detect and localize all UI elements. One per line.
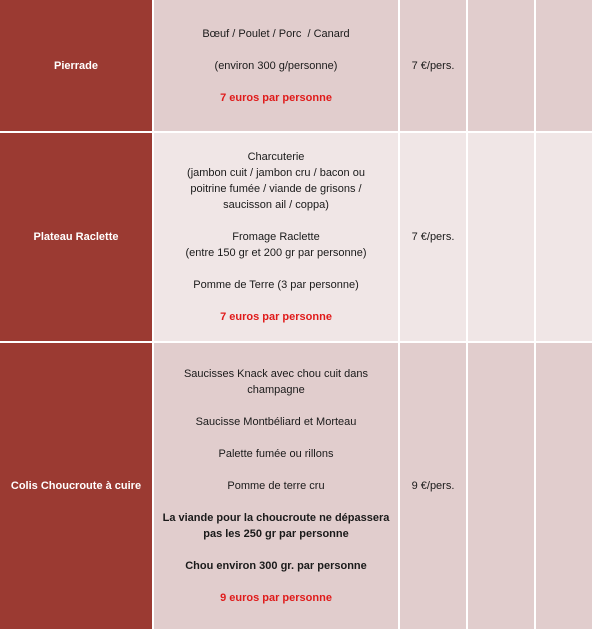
description-line: Charcuterie — [247, 151, 305, 163]
product-name: Colis Choucroute à cuire — [0, 343, 152, 629]
description-line: Saucisse Montbéliard et Morteau — [195, 416, 357, 428]
table-row — [0, 133, 592, 341]
price-note: 9 euros par personne — [220, 592, 332, 604]
empty-cell — [536, 0, 592, 131]
price-per-person: 9 €/pers. — [400, 343, 466, 629]
price-per-person: 7 €/pers. — [400, 133, 466, 341]
empty-cell — [468, 133, 534, 341]
price-note: 7 euros par personne — [220, 91, 332, 104]
empty-cell — [468, 343, 534, 629]
description-line: Chou environ 300 gr. par personne — [185, 560, 367, 572]
description-line: saucisson ail / coppa) — [223, 199, 329, 211]
description-line: (jambon cuit / jambon cru / bacon ou — [187, 167, 365, 179]
price-note: 7 euros par personne — [220, 311, 332, 323]
description-line: Saucisses Knack avec chou cuit dans — [183, 368, 369, 380]
product-description — [154, 343, 398, 629]
product-description — [154, 0, 398, 131]
description-line: pas les 250 gr par personne — [203, 528, 349, 540]
description-line: (entre 150 gr et 200 gr par personne) — [185, 247, 367, 259]
description-line: Bœuf / Poulet / Porc / Canard — [202, 27, 350, 40]
product-name: Plateau Raclette — [0, 133, 152, 341]
empty-cell — [536, 133, 592, 341]
description-line: champagne — [247, 384, 305, 396]
description-line: (environ 300 g/personne) — [214, 59, 338, 72]
empty-cell — [468, 0, 534, 131]
product-name: Pierrade — [0, 0, 152, 131]
table-row — [0, 343, 592, 629]
price-per-person: 7 €/pers. — [400, 0, 466, 131]
description-line: La viande pour la choucroute ne dépassera — [162, 512, 390, 524]
table-row — [0, 0, 592, 131]
description-line: Fromage Raclette — [232, 231, 320, 243]
description-line: poitrine fumée / viande de grisons / — [190, 183, 362, 195]
empty-cell — [536, 343, 592, 629]
description-line: Pomme de Terre (3 par personne) — [193, 279, 359, 291]
product-description — [154, 133, 398, 341]
description-line: Palette fumée ou rillons — [218, 448, 334, 460]
description-line: Pomme de terre cru — [227, 480, 325, 492]
